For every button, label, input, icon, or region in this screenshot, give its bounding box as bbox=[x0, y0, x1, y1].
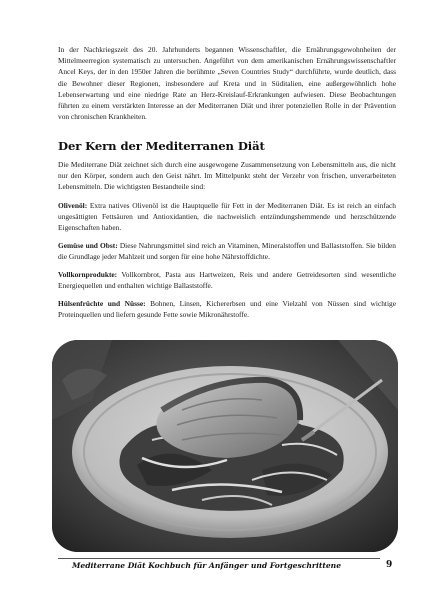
item-text: Vollkornbrot, Pasta aus Hartweizen, Reis und andere Getreidesorten sind wesentliche Energiequellen und enthalten wichtige Ballaststoffe. bbox=[58, 270, 396, 291]
item-lead: Hülsenfrüchte und Nüsse: bbox=[58, 299, 146, 308]
footer-rule bbox=[58, 558, 380, 559]
item-text: Diese Nahrungsmittel sind reich an Vitaminen, Mineralstoffen und Ballaststoffen. Sie bilden die Grundlage jeder Mahlzeit und sorgen für eine hohe Nährstoffdichte. bbox=[58, 241, 396, 262]
footer-book-title: Mediterrane Diät Kochbuch für Anfänger und Fortgeschrittene bbox=[72, 561, 342, 570]
item-whole-grains bbox=[58, 269, 396, 291]
salmon-salad-photo bbox=[52, 340, 398, 552]
item-olive-oil bbox=[58, 200, 396, 234]
item-text: Bohnen, Linsen, Kichererbsen und eine Vielzahl von Nüssen sind wichtige Proteinquellen und liefern gesunde Fette sowie Mikronährstoffe. bbox=[58, 299, 396, 320]
item-vegetables-fruit bbox=[58, 240, 396, 262]
item-lead: Gemüse und Obst: bbox=[58, 241, 118, 250]
item-lead: Olivenöl: bbox=[58, 201, 88, 210]
page-number: 9 bbox=[386, 560, 393, 570]
item-legumes-nuts bbox=[58, 298, 396, 320]
section-intro-paragraph: Die Mediterrane Diät zeichnet sich durch eine ausgewogene Zusammensetzung von Lebensmitteln aus, die nicht nur den Körper, sondern auch den Geist nährt. Im Mittelpunkt steht der Verzehr von frischen, unverarbeiteten Lebensmitteln. Die wichtigsten Bestandteile sind: bbox=[58, 160, 396, 192]
section-heading: Der Kern der Mediterranen Diät bbox=[58, 139, 265, 153]
item-text: Extra natives Olivenöl ist die Hauptquelle für Fett in der Mediterranen Diät. Es ist reich an einfach ungesättigten Fettsäuren und Antioxidantien, die nachweislich entzündungshemmende und herzschützende Eigenschaften haben. bbox=[58, 201, 396, 233]
item-lead: Vollkornprodukte: bbox=[58, 270, 118, 279]
intro-paragraph: In der Nachkriegszeit des 20. Jahrhunderts begannen Wissenschaftler, die Ernährungsgewohnheiten der Mittelmeerregion systematisch zu untersuchen. Angeführt von dem amerikanischen Ernährungswissenschaftler Ancel Keys, der in den 1950er Jahren die berühmte „Seven Countries Study“ durchführte, wurde deutlich, dass die Bewohner dieser Regionen, insbesondere auf Kreta und in Süditalien, eine außergewöhnlich hohe Lebenserwartung und eine niedrige Rate an Herz-Kreislauf-Erkrankungen aufwiesen. Diese Beobachtungen führten zu einem verstärkten Interesse an der Mediterranen Diät und ihrer potenziellen Rolle in der Prävention von chronischen Krankheiten. bbox=[58, 45, 396, 122]
